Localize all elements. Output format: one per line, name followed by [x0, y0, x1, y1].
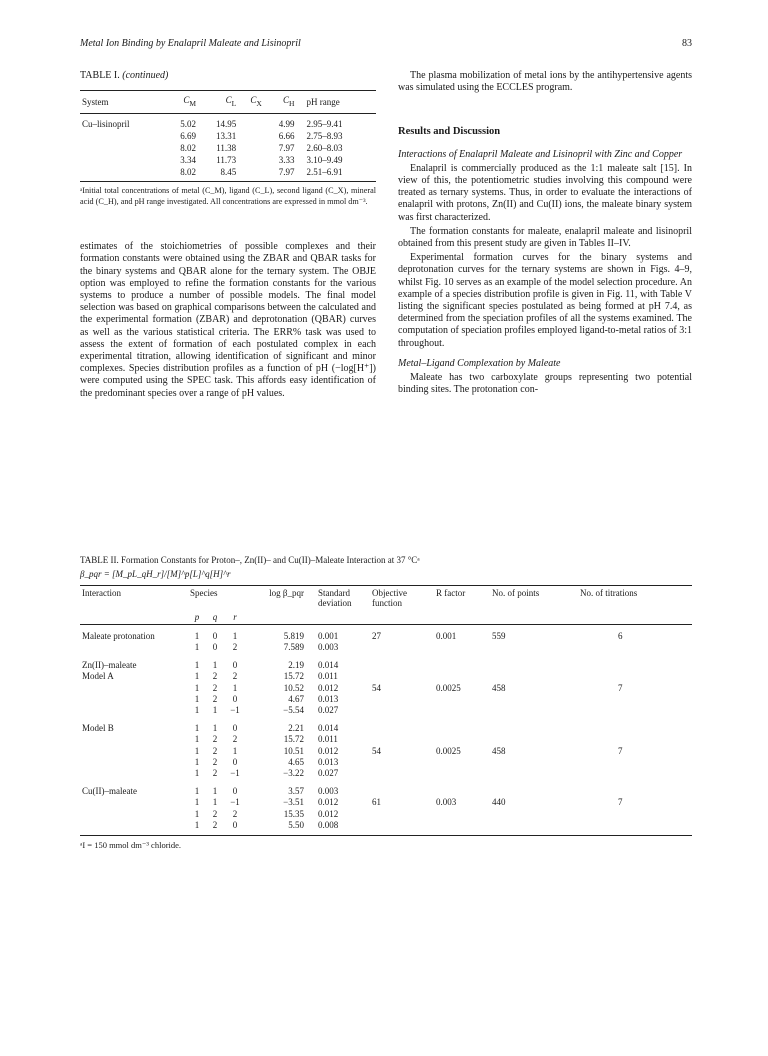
body-paragraph: The formation constants for maleate, enalapril maleate and lisinopril obtained from this present study are given in Tables II–IV.	[398, 225, 692, 250]
interaction-label: Cu(II)–maleate	[82, 785, 137, 796]
page-number: 83	[682, 38, 692, 49]
table-row: Maleate protonation 1 0 1 5.819 0.001 27 0.001 559 6	[82, 631, 623, 641]
table2-col-points: No. of points	[492, 588, 540, 598]
interaction-label: Model B	[82, 722, 114, 733]
table2	[80, 585, 692, 832]
table-row: 1 2 2 15.35 0.012	[194, 808, 339, 819]
table-row: 1 2 0 4.67 0.013	[194, 694, 339, 705]
table2-col-p: p	[194, 612, 200, 622]
table2-col-objective: Objective function	[372, 588, 407, 608]
table-row: Cu–lisinopril 5.02 14.95 4.99 2.95–9.41	[82, 119, 343, 130]
table-row: Cu(II)–maleate 1 1 0 3.57 0.003	[82, 785, 339, 796]
interaction-label	[80, 642, 188, 653]
table2-col-rfactor: R factor	[436, 588, 466, 598]
table-row: 1 2 −1 −3.22 0.027	[194, 768, 339, 779]
table2-body	[80, 625, 692, 832]
body-paragraph: Maleate has two carboxylate groups representing two potential binding sites. The protonation con-	[398, 372, 692, 396]
table1-col-ch: $C_H$	[283, 95, 295, 108]
table-row: 1 1 −1 −3.51 0.012 61 0.003 440 7	[80, 797, 692, 808]
table1-col-system: System	[82, 97, 109, 108]
section-heading: Results and Discussion	[398, 126, 501, 138]
table-row: Model A 1 2 2 15.72 0.011	[82, 671, 338, 682]
table2-col-q: q	[212, 612, 218, 622]
table-row: 1 2 1 10.52 0.012 54 0.0025 458 7	[194, 682, 623, 693]
table2-col-species: Species	[190, 588, 218, 598]
table1-col-cx: $C_X$	[250, 95, 262, 108]
table1-col-cm: $C_M$	[183, 95, 197, 108]
table2-col-r: r	[233, 612, 237, 622]
table-row: Zn(II)–maleate 1 1 0 2.19 0.014	[82, 659, 339, 670]
table-row: 1 2 0 5.50 0.008	[194, 820, 339, 831]
table2-col-logbeta: log β_pqr	[269, 588, 304, 598]
body-paragraph: Enalapril is commercially produced as the 1:1 maleate salt [15]. In view of this, the potentiometric studies involving this compound were treated as ternary systems. Thus, in order to evaluate the interactions of enalapril with protons, Zn(II) and Cu(II) ions, the maleate binary system was first characterized.	[398, 162, 692, 223]
table-row: 1 1 −1 −5.54 0.027	[194, 705, 339, 716]
table-row: 1 2 2 15.72 0.011	[80, 734, 692, 745]
table2-footnote: ᵃI = 150 mmol dm⁻³ chloride.	[80, 839, 182, 850]
body-paragraph: estimates of the stoichiometries of possible complexes and their formation constants were obtained using the ZBAR and QBAR tasks for the binary systems and QBAR alone for the ternary system. The OBJE option was employed to refine the formation constants for the various systems to produce a number of possible models. The final model selection was based on graphical comparisons between the calculated and the experimental formation (ZBAR) and deprotonation (QBAR) curves as well as the various statistical criteria. The ERR% task was used to assess the extent of formation of each postulated complex in each experimental titration, allowing identification of significant and minor complexes. Species distribution profiles as a function of pH (−log[H⁺]) were computed using the SPEC task. This affords easy identification of the predominant species over a range of pH values.	[80, 241, 376, 399]
interaction-label: Model A	[82, 671, 114, 682]
table-row: 1 0 2 7.589 0.003	[80, 642, 692, 653]
left-column	[80, 70, 376, 400]
table-row: 6.69 13.31 6.66 2.75–8.93	[180, 131, 343, 142]
running-title: Metal Ion Binding by Enalapril Maleate and Lisinopril	[80, 38, 301, 49]
page-header	[80, 38, 692, 54]
table-row: 1 2 1 10.51 0.012 54 0.0025 458 7	[194, 745, 623, 756]
table1	[80, 90, 376, 182]
body-paragraph: Experimental formation curves for the binary systems and deprotonation curves for the ternary systems are shown in Figs. 4–9, whilst Fig. 10 serves as an example of the model selection procedure. An example of a species distribution profile is given in Fig. 11, with Table V listing the significant species postulated as being formed at pH 7.4, as determined from the speciation profiles of all the systems examined. The computation of speciation profiles employed ligand-to-metal ratios of 3:1 throughout.	[398, 252, 692, 349]
table-row: 1 2 0 4.65 0.013	[194, 757, 339, 768]
right-column	[398, 70, 692, 396]
table2-col-sd: Standard deviation	[318, 588, 352, 608]
interaction-label: Zn(II)–maleate	[82, 659, 137, 670]
table2-col-titrations: No. of titrations	[580, 588, 638, 598]
interaction-label	[80, 734, 188, 745]
table1-caption: TABLE I. (continued)	[80, 70, 169, 81]
table-row: 8.02 8.45 7.97 2.51–6.91	[180, 167, 343, 178]
table1-col-cl: $C_L$	[225, 95, 237, 108]
subsection-heading: Interactions of Enalapril Maleate and Lisinopril with Zinc and Copper	[398, 148, 683, 160]
table1-col-ph: pH range	[306, 97, 340, 108]
table2-block	[80, 555, 692, 851]
table2-definition: β_pqr = [M_pL_qH_r]/[M]^p[L]^q[H]^r	[80, 569, 231, 579]
table-row: Model B 1 1 0 2.21 0.014	[82, 722, 339, 733]
table-row: 8.02 11.38 7.97 2.60–8.03	[180, 143, 343, 154]
table-row: 3.34 11.73 3.33 3.10–9.49	[180, 155, 343, 166]
subsection-heading: Metal–Ligand Complexation by Maleate	[398, 357, 561, 369]
table2-caption: TABLE II. Formation Constants for Proton–, Zn(II)– and Cu(II)–Maleate Interaction at 37 °Cᵃ	[80, 555, 420, 565]
table1-footnote: ᵃInitial total concentrations of metal (C_M), ligand (C_L), second ligand (C_X), mineral acid (C_H), and pH range investigated. All concentrations are expressed in mmol dm⁻³.	[80, 186, 376, 206]
interaction-label	[80, 797, 188, 808]
interaction-label: Maleate protonation	[82, 631, 155, 641]
body-paragraph: The plasma mobilization of metal ions by the antihypertensive agents was simulated using the ECCLES program.	[398, 70, 692, 94]
table2-col-interaction: Interaction	[82, 588, 121, 598]
